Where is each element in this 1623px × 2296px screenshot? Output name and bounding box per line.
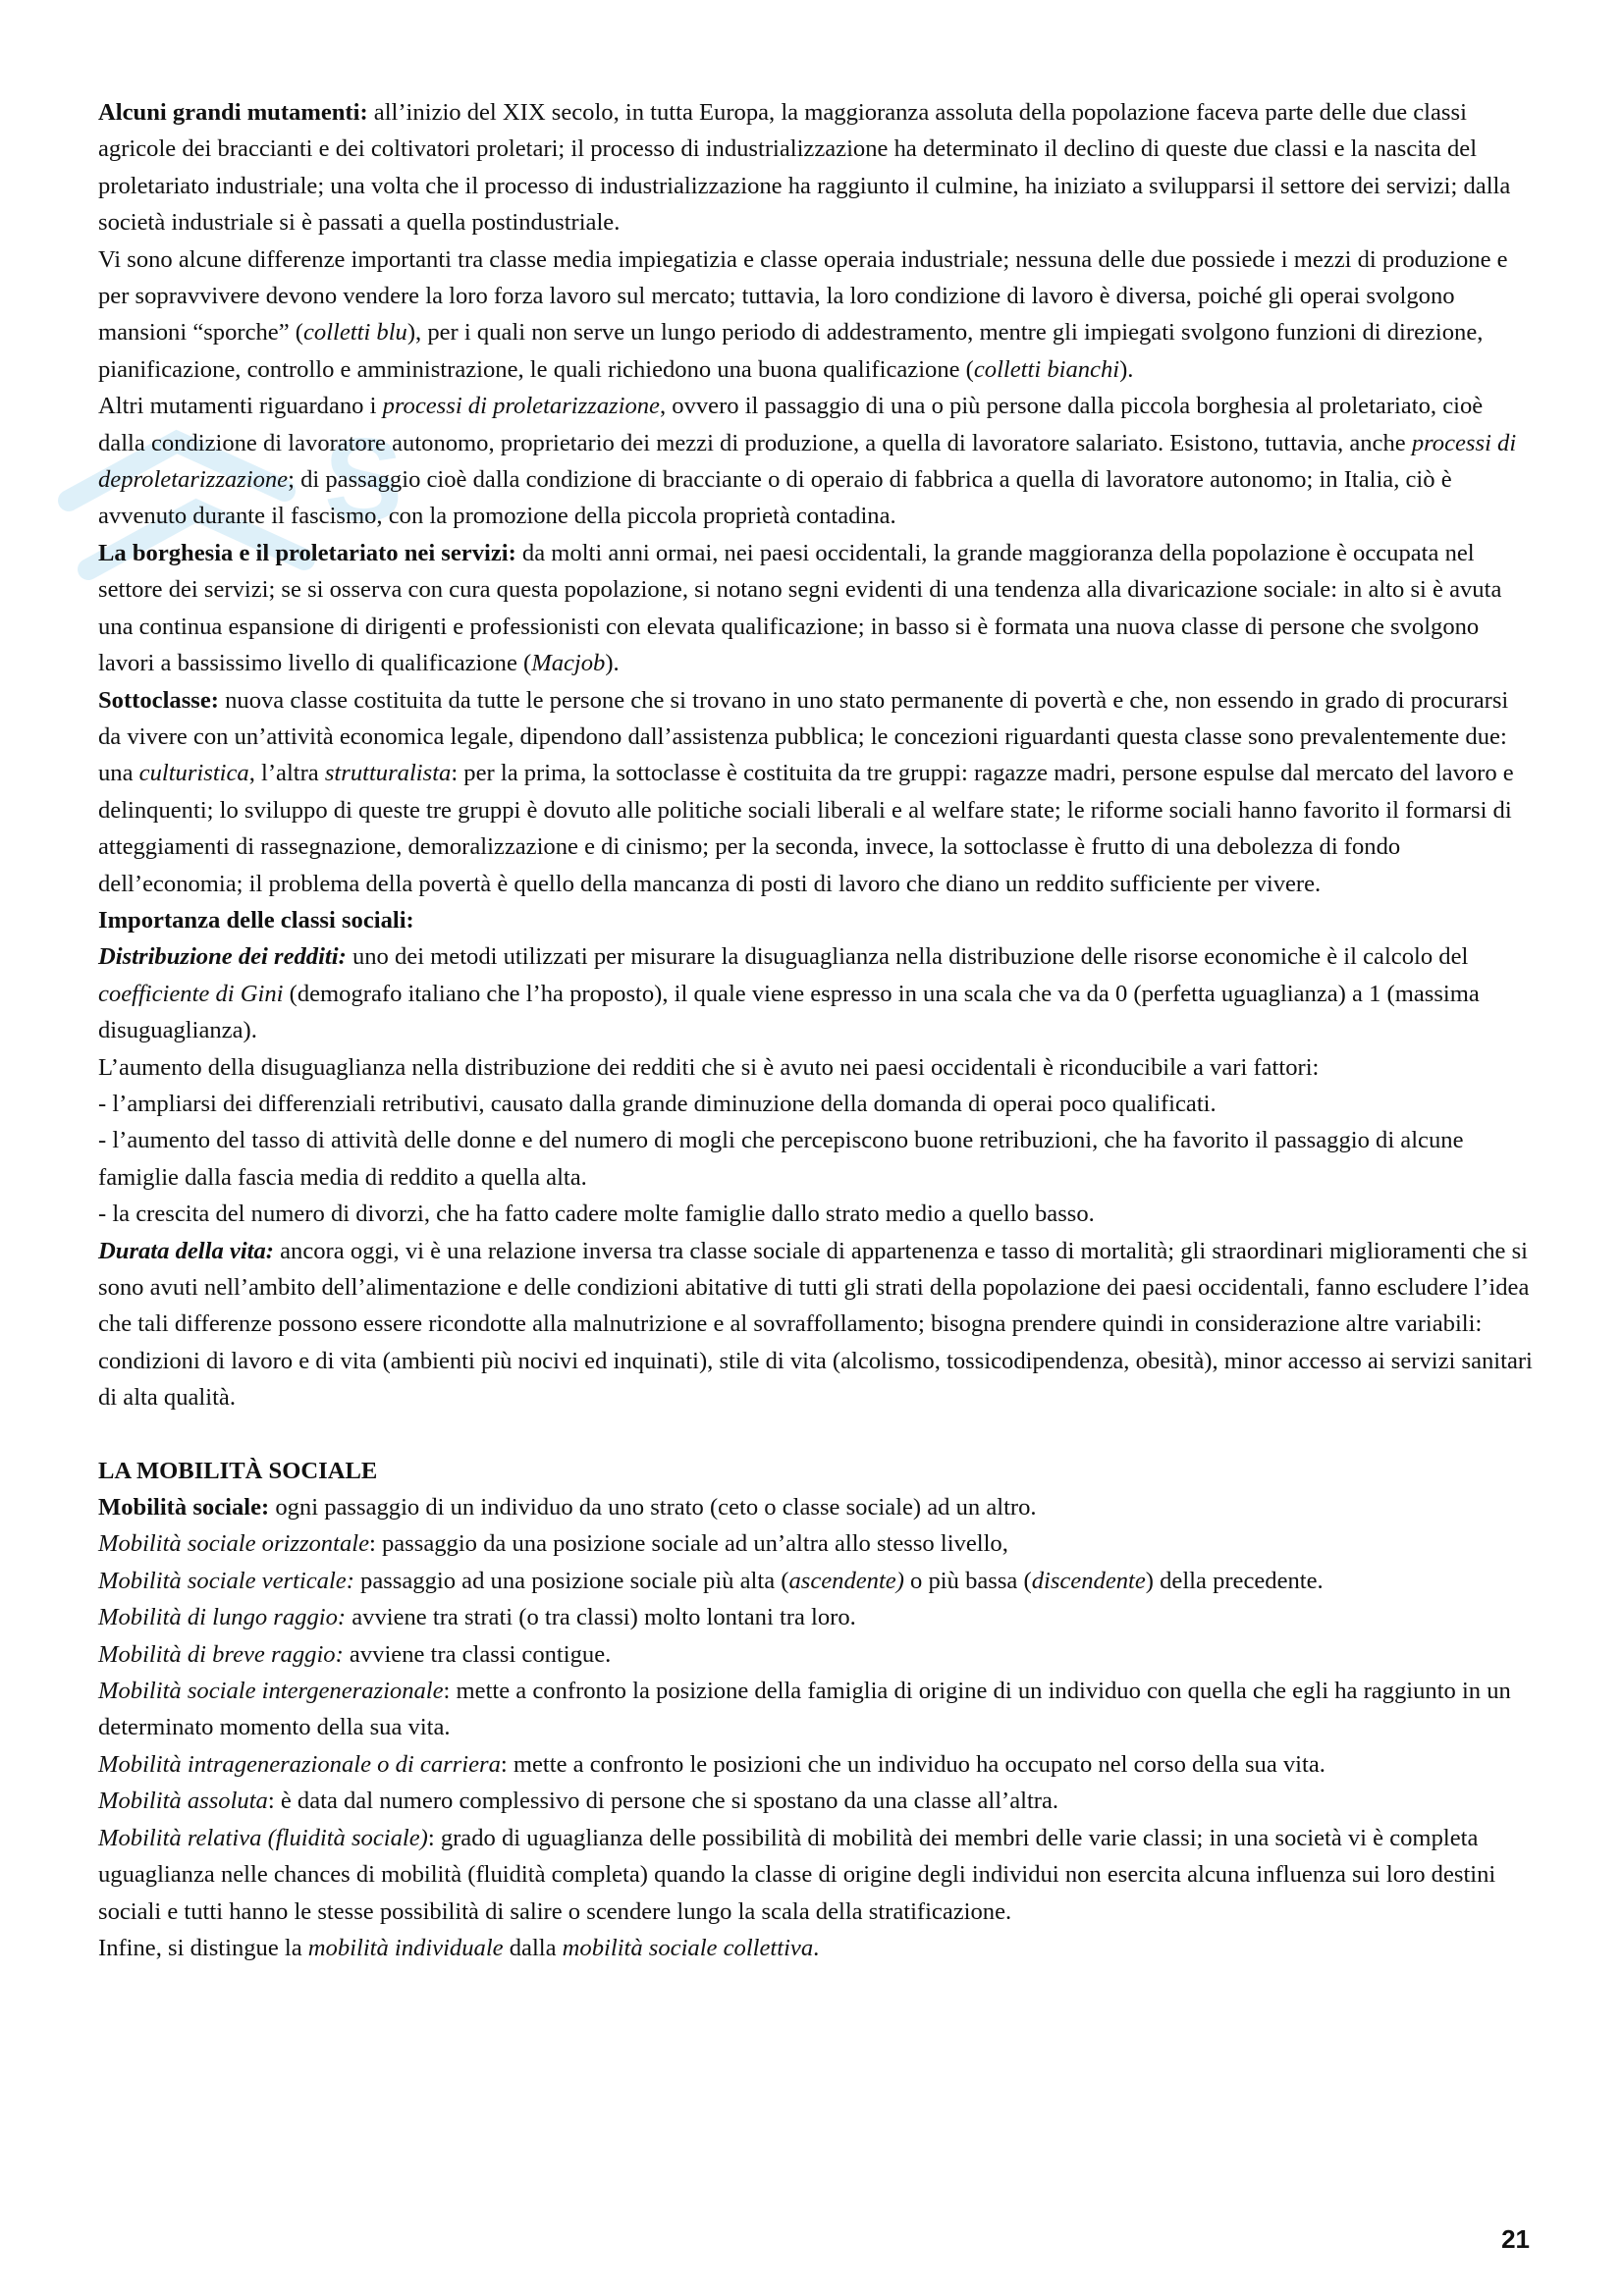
definition: Mobilità di lungo raggio: avviene tra strati (o tra classi) molto lontani tra loro. [98, 1604, 856, 1631]
definition: Mobilità relativa (fluidità sociale): grado di uguaglianza delle possibilità di mobilità dei membri delle varie classi; in una società vi è completa uguaglianza nelle chances di mobilità (fluidità completa) quando la classe di origine degli individui non esercita alcuna influenza sui loro destini sociali e tutti hanno le stesse possibilità di salire o scendere lungo la scala della stratificazione. [98, 1824, 1496, 1925]
list-item: - l’ampliarsi dei differenziali retributivi, causato dalla grande diminuzione della domanda di operai poco qualificati. [98, 1090, 1217, 1117]
definition: Mobilità sociale verticale: passaggio ad una posizione sociale più alta (ascendente) o più bassa (discendente) della precedente. [98, 1567, 1324, 1594]
paragraph: Alcuni grandi mutamenti: all’inizio del XIX secolo, in tutta Europa, la maggioranza assoluta della popolazione faceva parte delle due classi agricole dei braccianti e dei coltivatori proletari; il processo di industrializzazione ha determinato il declino di queste due classi e la nascita del proletariato industriale; una volta che il processo di industrializzazione ha raggiunto il culmine, ha iniziato a svilupparsi il settore dei servizi; dalla società industriale si è passati a quella postindustriale. [98, 99, 1511, 237]
paragraph: Altri mutamenti riguardano i processi di proletarizzazione, ovvero il passaggio di una o più persone dalla piccola borghesia al proletariato, cioè dalla condizione di lavoratore autonomo, proprietario dei mezzi di produzione, a quella di lavoratore salariato. Esistono, tuttavia, anche processi di deproletarizzazione; di passaggio cioè dalla condizione di bracciante o di operaio di fabbrica a quella di lavoratore autonomo; in Italia, ciò è avvenuto durante il fascismo, con la promozione della piccola proprietà contadina. [98, 393, 1517, 530]
definition: Mobilità assoluta: è data dal numero complessivo di persone che si spostano da una classe all’altra. [98, 1788, 1059, 1815]
paragraph: La borghesia e il proletariato nei servizi: da molti anni ormai, nei paesi occidentali, la grande maggioranza della popolazione è occupata nel settore dei servizi; se si osserva con cura questa popolazione, si notano segni evidenti di una tendenza alla divaricazione sociale: in alto si è avuta una continua espansione di dirigenti e professionisti con elevata qualificazione; in basso si è formata una nuova classe di persone che svolgono lavori a bassissimo livello di qualificazione (Macjob). [98, 539, 1502, 677]
definition: Mobilità sociale orizzontale: passaggio da una posizione sociale ad un’altra allo stesso livello, [98, 1530, 1008, 1558]
section-heading: Importanza delle classi sociali: [98, 906, 414, 934]
paragraph: L’aumento della disuguaglianza nella distribuzione dei redditi che si è avuto nei paesi occidentali è riconducibile a vari fattori: [98, 1053, 1320, 1081]
paragraph: Sottoclasse: nuova classe costituita da tutte le persone che si trovano in uno stato permanente di povertà e che, non essendo in grado di procurarsi da vivere con un’attività economica legale, dipendono dall’assistenza pubblica; le concezioni riguardanti questa classe sono prevalentemente due: una culturistica, l’altra strutturalista: per la prima, la sottoclasse è costituita da tre gruppi: ragazze madri, persone espulse dal mercato del lavoro e delinquenti; lo sviluppo di queste tre gruppi è dovuto alle politiche sociali liberali e al welfare state; le riforme sociali hanno favorito il formarsi di atteggiamenti di rassegnazione, demoralizzazione e di cinismo; per la seconda, invece, la sottoclasse è frutto di una debolezza di fondo dell’economia; il problema della povertà è quello della mancanza di posti di lavoro che diano un reddito sufficiente per vivere. [98, 686, 1514, 897]
page-number: 21 [1501, 2224, 1530, 2254]
section-title: LA MOBILITÀ SOCIALE [98, 1457, 378, 1484]
svg-text:S: S [324, 414, 404, 546]
definition: Mobilità sociale: ogni passaggio di un individuo da uno strato (ceto o classe sociale) ad un altro. [98, 1494, 1037, 1522]
paragraph: Infine, si distingue la mobilità individuale dalla mobilità sociale collettiva. [98, 1934, 820, 1961]
list-item: - la crescita del numero di divorzi, che ha fatto cadere molte famiglie dallo strato medio a quello basso. [98, 1201, 1095, 1228]
list-item: - l’aumento del tasso di attività delle donne e del numero di mogli che percepiscono buone retribuzioni, che ha favorito il passaggio di alcune famiglie dalla fascia media di reddito a quella alta. [98, 1127, 1464, 1191]
paragraph: Distribuzione dei redditi: uno dei metodi utilizzati per misurare la disuguaglianza nella distribuzione delle risorse economiche è il calcolo del coefficiente di Gini (demografo italiano che l’ha proposto), il quale viene espresso in una scala che va da 0 (perfetta uguaglianza) a 1 (massima disuguaglianza). [98, 943, 1480, 1044]
definition: Mobilità intragenerazionale o di carriera: mette a confronto le posizioni che un individuo ha occupato nel corso della sua vita. [98, 1750, 1325, 1778]
paragraph: Vi sono alcune differenze importanti tra classe media impiegatizia e classe operaia industriale; nessuna delle due possiede i mezzi di produzione e per sopravvivere devono vendere la loro forza lavoro sul mercato; tuttavia, la loro condizione di lavoro è diversa, poiché gli operai svolgono mansioni “sporche” (colletti blu), per i quali non serve un lungo periodo di addestramento, mentre gli impiegati svolgono funzioni di direzione, pianificazione, controllo e amministrazione, le quali richiedono una buona qualificazione (colletti bianchi). [98, 245, 1508, 383]
definition: Mobilità di breve raggio: avviene tra classi contigue. [98, 1640, 612, 1668]
document-body [98, 94, 1535, 1966]
paragraph: Durata della vita: ancora oggi, vi è una relazione inversa tra classe sociale di appartenenza e tasso di mortalità; gli straordinari miglioramenti che si sono avuti nell’ambito dell’alimentazione e delle condizioni abitative di tutti gli strati della popolazione dei paesi occidentali, fanno escludere l’idea che tali differenze possono essere ricondotte alla malnutrizione e al sovraffollamento; bisogna prendere quindi in considerazione altre variabili: condizioni di lavoro e di vita (ambienti più nocivi ed inquinati), stile di vita (alcolismo, tossicodipendenza, obesità), minor accesso ai servizi sanitari di alta qualità. [98, 1237, 1533, 1412]
definition: Mobilità sociale intergenerazionale: mette a confronto la posizione della famiglia di origine di un individuo con quella che egli ha raggiunto in un determinato momento della sua vita. [98, 1678, 1511, 1741]
